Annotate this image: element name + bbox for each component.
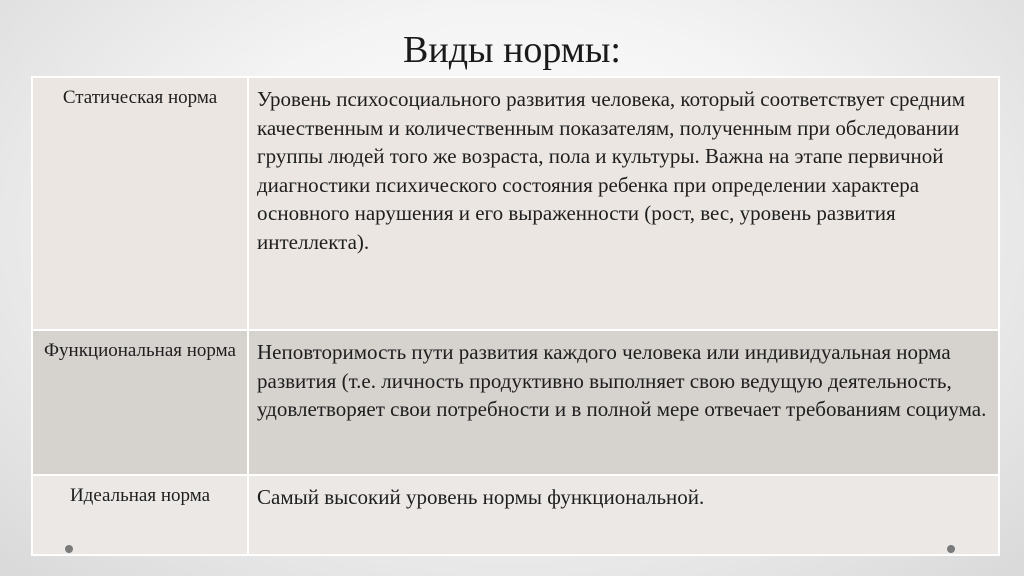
norm-term: Статическая норма [32,77,248,330]
slide-title: Виды нормы: [403,29,621,71]
norm-term: Функциональная норма [32,330,248,475]
table-row [32,330,999,475]
table-row [32,77,999,330]
norm-definition: Самый высокий уровень нормы функциональной. [248,475,999,555]
norm-term: Идеальная норма [32,475,248,555]
norm-definition: Уровень психосоциального развития человека, который соответствует средним качественным и количественным показателям, полученным при обследовании группы людей того же возраста, пола и культуры. Важна на этапе первичной диагностики психического состояния ребенка при определении характера основного нарушения и его выраженности (рост, вес, уровень развития интеллекта). [248,77,999,330]
decorative-dot-right [947,545,955,553]
decorative-dot-left [65,545,73,553]
norm-types-table [31,76,1000,556]
norm-definition: Неповторимость пути развития каждого человека или индивидуальная норма развития (т.е. личность продуктивно выполняет свою ведущую деятельность, удовлетворяет свои потребности и в полной мере отвечает требованиям социума. [248,330,999,475]
table-row [32,475,999,555]
